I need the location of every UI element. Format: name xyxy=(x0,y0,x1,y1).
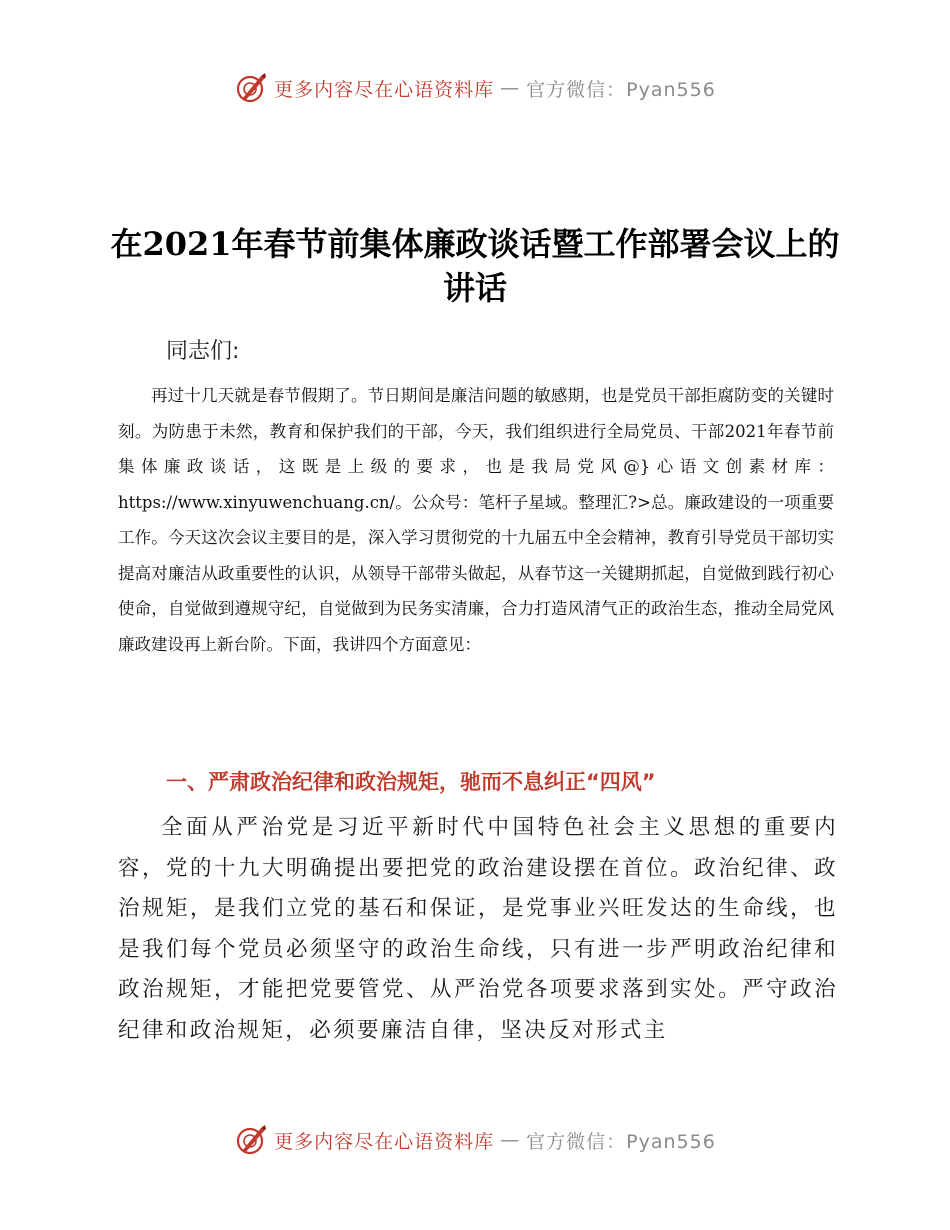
banner-dash: — xyxy=(500,1129,521,1151)
intro-paragraph: 再过十几天就是春节假期了。节日期间是廉洁问题的敏感期，也是党员干部拒腐防变的关键时刻。为防患于未然，教育和保护我们的干部，今天，我们组织进行全局党员、干部2021年春节前集体廉政谈话，这既是上级的要求，也是我局党风@}心语文创素材库：https://www.xinyuwenchuang.cn/。公众号：笔杆子星域。整理汇?>总。廉政建设的一项重要工作。今天这次会议主要目的是，深入学习贯彻党的十九届五中全会精神，教育引导党员干部切实提高对廉洁从政重要性的认识，从领导干部带头做起，从春节这一关键期抓起，自觉做到践行初心使命，自觉做到遵规守纪，自觉做到为民务实清廉，合力打造风清气正的政治生态，推动全局党风廉政建设再上新台阶。下面，我讲四个方面意见： xyxy=(118,386,834,654)
banner-wechat-id: 官方微信：Pyan556 xyxy=(526,78,716,101)
document-title: 在2021年春节前集体廉政谈话暨工作部署会议上的讲话 xyxy=(110,225,840,307)
banner-wechat-id: 官方微信：Pyan556 xyxy=(526,1130,716,1153)
banner-site-name: 更多内容尽在心语资料库 xyxy=(274,1130,495,1153)
banner-site-name: 更多内容尽在心语资料库 xyxy=(274,78,495,101)
footer-banner xyxy=(0,1122,950,1158)
header-banner xyxy=(0,70,950,106)
section-1-heading: 一、严肃政治纪律和政治规矩，驰而不息纠正“四风” xyxy=(166,770,656,794)
quill-pen-logo-icon xyxy=(234,1123,268,1157)
section-1-paragraph: 全面从严治党是习近平新时代中国特色社会主义思想的重要内容，党的十九大明确提出要把党的政治建设摆在首位。政治纪律、政治规矩，是我们立党的基石和保证，是党事业兴旺发达的生命线，也是我们每个党员必须坚守的政治生命线，只有进一步严明政治纪律和政治规矩，才能把党要管党、从严治党各项要求落到实处。严守政治纪律和政治规矩，必须要廉洁自律，坚决反对形式主 xyxy=(118,815,838,1043)
banner-dash: — xyxy=(500,77,521,99)
quill-pen-logo-icon xyxy=(234,71,268,105)
greeting: 同志们: xyxy=(166,339,240,364)
